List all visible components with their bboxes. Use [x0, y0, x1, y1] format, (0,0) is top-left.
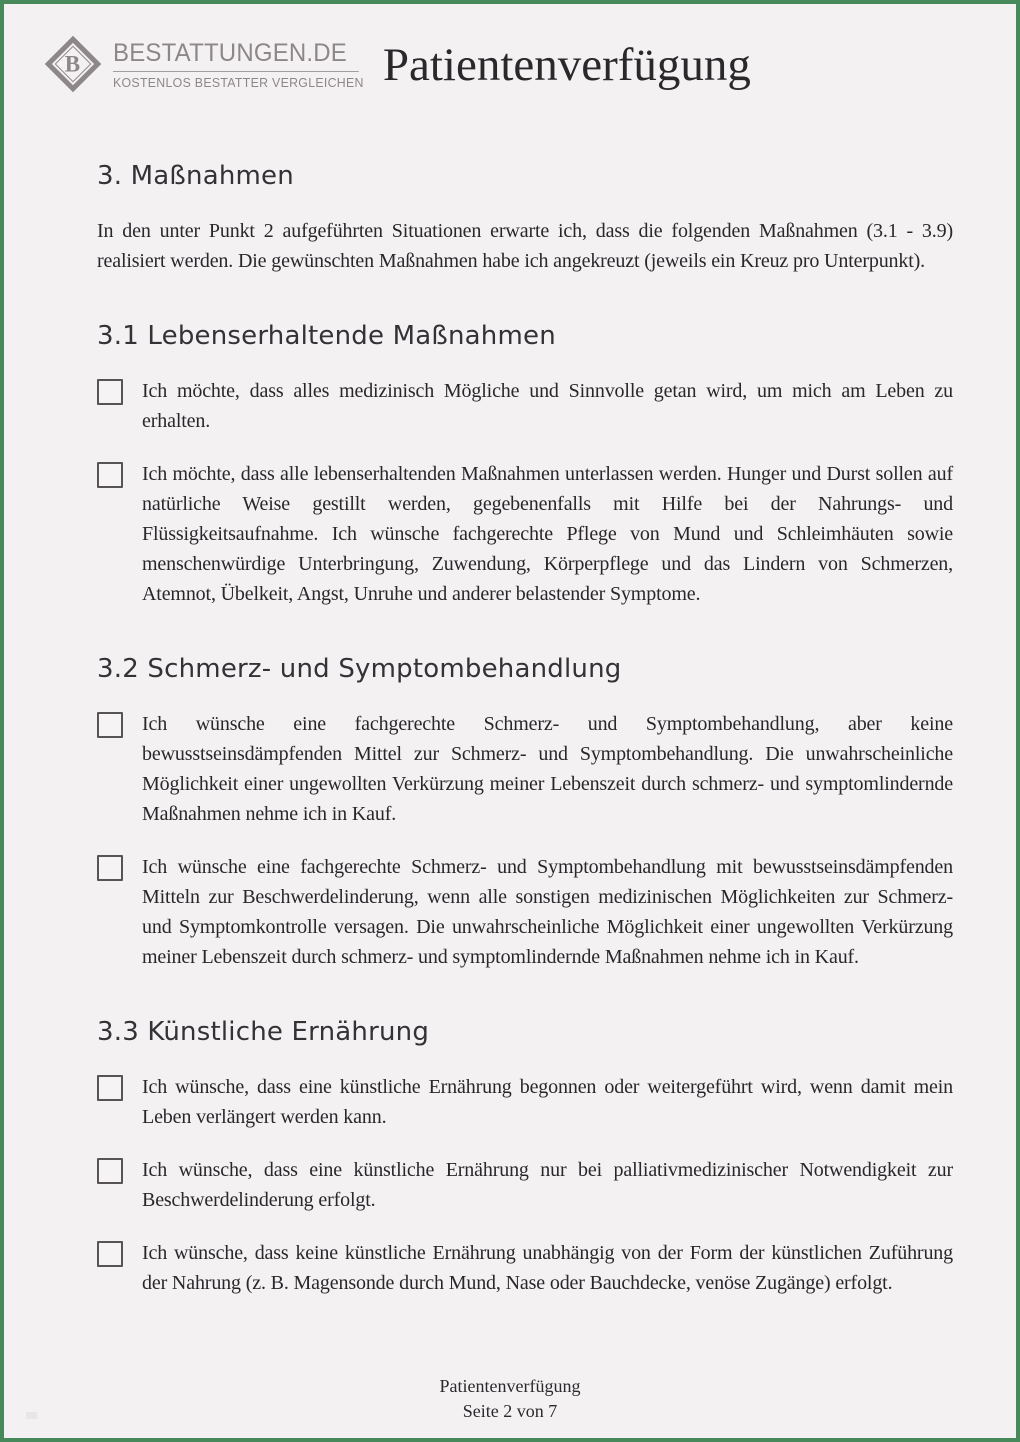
- checkbox-item-text: Ich wünsche, dass keine künstliche Ernährung unabhängig von der Form der künstlichen Zuführung der Nahrung (z. B. Magensonde durch Mund, Nase oder Bauchdecke, venöse Zugänge) erfolgt.: [142, 1241, 953, 1294]
- section-intro: In den unter Punkt 2 aufgeführten Situationen erwarte ich, dass die folgenden Maßnahmen (3.1 - 3.9) realisiert werden. Die gewünschten Maßnahmen habe ich angekreuzt (jeweils ein Kreuz pro Unterpunkt).: [97, 219, 953, 272]
- section-heading: 3.2 Schmerz- und Symptombehandlung: [97, 653, 622, 684]
- brand-tagline: KOSTENLOS BESTATTER VERGLEICHEN: [113, 75, 364, 90]
- checkbox[interactable]: [97, 379, 123, 405]
- document-body: [4, 162, 1016, 1298]
- checkbox-item: [97, 459, 953, 609]
- checkbox[interactable]: [97, 1158, 123, 1184]
- brand-text-block: [113, 39, 369, 90]
- scan-artifact: [26, 1412, 37, 1419]
- form-section: [97, 322, 953, 609]
- document-header: [4, 4, 1016, 90]
- document-footer: [4, 1374, 1016, 1424]
- checkbox[interactable]: [97, 1241, 123, 1267]
- checkbox-item: [97, 1238, 953, 1298]
- form-section: [97, 1018, 953, 1298]
- section-heading: 3. Maßnahmen: [97, 161, 294, 191]
- brand-diamond-icon: [47, 38, 99, 90]
- page-title: Patientenverfügung: [382, 39, 751, 91]
- checkbox-item-text: Ich wünsche, dass eine künstliche Ernährung nur bei palliativmedizinischer Notwendigkeit zur Beschwerdelinderung erfolgt.: [142, 1158, 953, 1211]
- form-section: [97, 655, 953, 972]
- checkbox[interactable]: [97, 462, 123, 488]
- checkbox[interactable]: [97, 712, 123, 738]
- form-section: [97, 162, 953, 276]
- checkbox-item: [97, 376, 953, 436]
- section-heading: 3.3 Künstliche Ernährung: [97, 1016, 430, 1047]
- checkbox-item: [97, 1072, 953, 1132]
- checkbox-item: [97, 1155, 953, 1215]
- footer-page-number: Seite 2 von 7: [462, 1401, 558, 1421]
- checkbox-item-text: Ich wünsche, dass eine künstliche Ernährung begonnen oder weitergeführt wird, wenn damit mein Leben verlängert werden kann.: [142, 1075, 953, 1128]
- checkbox-item-text: Ich wünsche eine fachgerechte Schmerz- und Symptombehandlung, aber keine bewusstseinsdämpfenden Mittel zur Schmerz- und Symptombehandlung. Die unwahrscheinliche Möglichkeit einer ungewollten Verkürzung meiner Lebenszeit durch schmerz- und symptomlindernde Maßnahmen nehme ich in Kauf.: [142, 712, 953, 825]
- checkbox-item: [97, 852, 953, 972]
- checkbox-item-text: Ich wünsche eine fachgerechte Schmerz- und Symptombehandlung mit bewusstseinsdämpfenden Mitteln zur Beschwerdelinderung, wenn alle sonstigen medizinischen Möglichkeiten zur Schmerz- und Symptomkontrolle versagen. Die unwahrscheinliche Möglichkeit einer ungewollten Verkürzung meiner Lebenszeit durch schmerz- und symptomlindernde Maßnahmen nehme ich in Kauf.: [142, 855, 953, 968]
- checkbox[interactable]: [97, 1075, 123, 1101]
- brand-name: BESTATTUNGEN.DE: [113, 39, 359, 72]
- brand-monogram: B: [65, 51, 81, 77]
- checkbox[interactable]: [97, 855, 123, 881]
- checkbox-item: [97, 709, 953, 829]
- brand-logo: [47, 38, 369, 90]
- footer-doc-name: Patientenverfügung: [439, 1376, 581, 1396]
- checkbox-item-text: Ich möchte, dass alles medizinisch Mögliche und Sinnvolle getan wird, um mich am Leben zu erhalten.: [142, 379, 953, 432]
- section-heading: 3.1 Lebenserhaltende Maßnahmen: [97, 320, 556, 351]
- checkbox-item-text: Ich möchte, dass alle lebenserhaltenden Maßnahmen unterlassen werden. Hunger und Durst sollen auf natürliche Weise gestillt werden, gegebenenfalls mit Hilfe bei der Nahrungs- und Flüssigkeitsaufnahme. Ich wünsche fachgerechte Pflege von Mund und Schleimhäuten sowie menschenwürdige Unterbringung, Zuwendung, Körperpflege und das Lindern von Schmerzen, Atemnot, Übelkeit, Angst, Unruhe und anderer belastender Symptome.: [142, 462, 953, 605]
